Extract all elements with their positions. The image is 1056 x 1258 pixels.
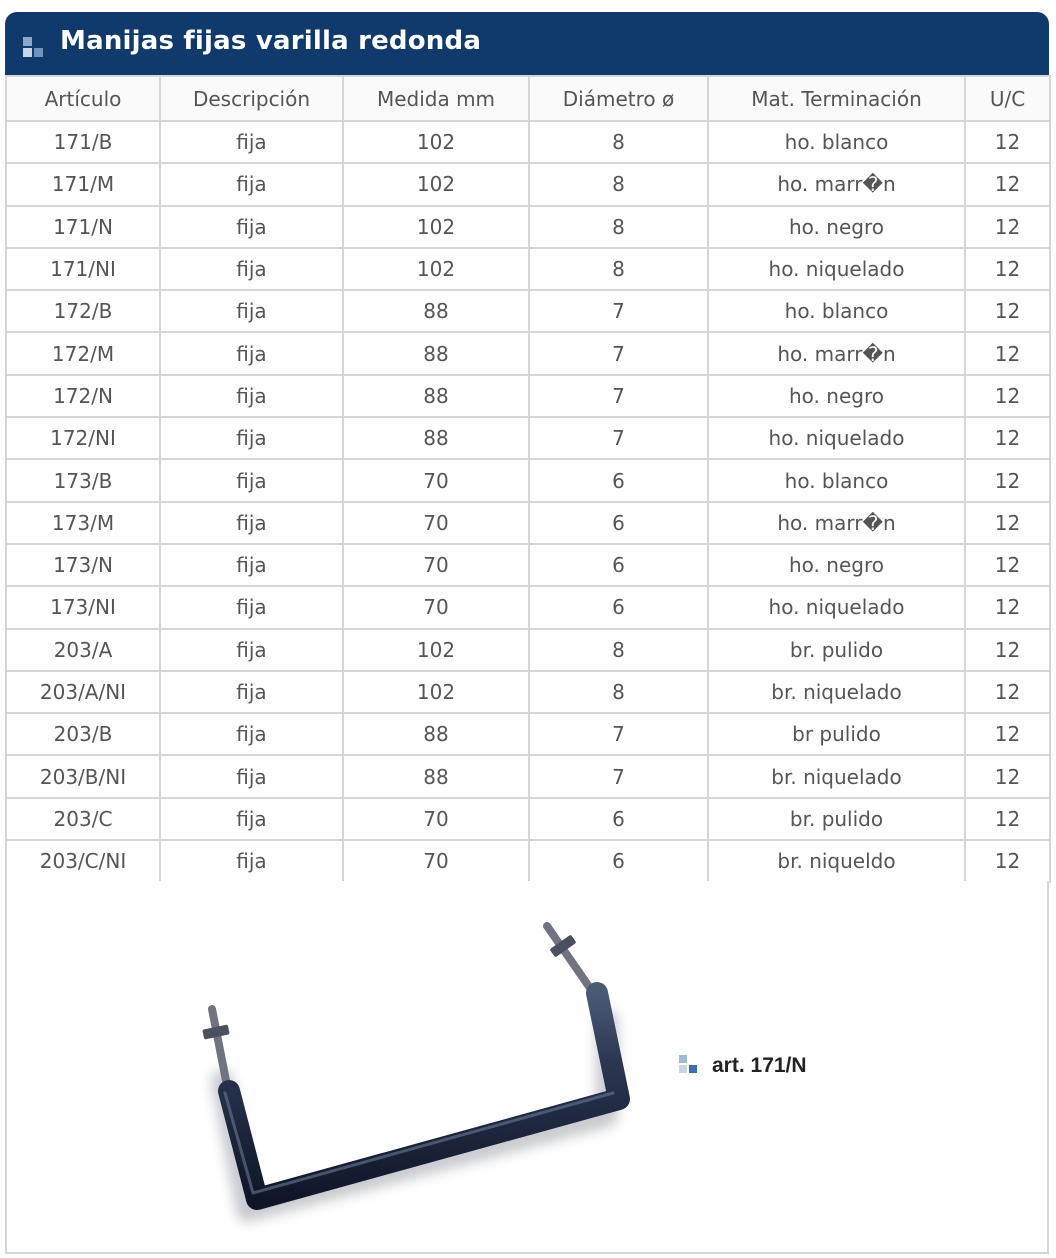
cell-medida: 88 <box>343 755 529 797</box>
cell-diametro: 8 <box>529 121 708 163</box>
cell-medida: 88 <box>343 290 529 332</box>
cell-terminacion: ho. blanco <box>708 121 965 163</box>
cell-diametro: 6 <box>529 840 708 882</box>
table-row <box>6 798 1050 840</box>
table-row <box>6 502 1050 544</box>
cell-terminacion: ho. niquelado <box>708 417 965 459</box>
cell-uc: 12 <box>965 163 1050 205</box>
table-row <box>6 375 1050 417</box>
cell-medida: 70 <box>343 502 529 544</box>
page-title: Manijas fijas varilla redonda <box>60 26 482 56</box>
cell-descripcion: fija <box>160 417 343 459</box>
cell-descripcion: fija <box>160 375 343 417</box>
cell-descripcion: fija <box>160 459 343 501</box>
photo-caption: art. 171/N <box>712 1054 807 1077</box>
product-panel <box>5 12 1049 1254</box>
cell-uc: 12 <box>965 629 1050 671</box>
cell-diametro: 7 <box>529 417 708 459</box>
table-row <box>6 332 1050 374</box>
cell-articulo: 203/C <box>6 798 160 840</box>
cell-articulo: 172/NI <box>6 417 160 459</box>
cell-medida: 102 <box>343 248 529 290</box>
cell-diametro: 6 <box>529 586 708 628</box>
table-row <box>6 248 1050 290</box>
cell-diametro: 7 <box>529 755 708 797</box>
cell-terminacion: br pulido <box>708 713 965 755</box>
product-photo-area <box>5 881 1049 1254</box>
cell-terminacion: ho. negro <box>708 206 965 248</box>
cell-terminacion: ho. marr�n <box>708 502 965 544</box>
cell-terminacion: ho. negro <box>708 375 965 417</box>
cell-descripcion: fija <box>160 290 343 332</box>
cell-descripcion: fija <box>160 163 343 205</box>
column-header-descripcion: Descripción <box>160 76 343 121</box>
cell-descripcion: fija <box>160 248 343 290</box>
table-row <box>6 671 1050 713</box>
cell-medida: 102 <box>343 206 529 248</box>
cell-medida: 70 <box>343 459 529 501</box>
cell-diametro: 8 <box>529 206 708 248</box>
cell-medida: 70 <box>343 798 529 840</box>
cell-medida: 102 <box>343 163 529 205</box>
cell-descripcion: fija <box>160 586 343 628</box>
cell-uc: 12 <box>965 713 1050 755</box>
cell-diametro: 6 <box>529 459 708 501</box>
cell-descripcion: fija <box>160 121 343 163</box>
cell-uc: 12 <box>965 798 1050 840</box>
cell-descripcion: fija <box>160 544 343 586</box>
cell-descripcion: fija <box>160 798 343 840</box>
cell-uc: 12 <box>965 332 1050 374</box>
table-row <box>6 840 1050 882</box>
cell-descripcion: fija <box>160 332 343 374</box>
cell-descripcion: fija <box>160 502 343 544</box>
cell-terminacion: br. pulido <box>708 798 965 840</box>
cell-articulo: 173/NI <box>6 586 160 628</box>
squares-bullet-icon <box>679 1055 699 1075</box>
table-row <box>6 121 1050 163</box>
cell-diametro: 7 <box>529 375 708 417</box>
cell-medida: 88 <box>343 417 529 459</box>
cell-terminacion: br. pulido <box>708 629 965 671</box>
cell-articulo: 171/M <box>6 163 160 205</box>
cell-diametro: 6 <box>529 544 708 586</box>
cell-uc: 12 <box>965 544 1050 586</box>
cell-descripcion: fija <box>160 206 343 248</box>
panel-header <box>5 12 1049 75</box>
table-body <box>6 121 1050 882</box>
table-row <box>6 544 1050 586</box>
cell-uc: 12 <box>965 502 1050 544</box>
column-header-uc: U/C <box>965 76 1050 121</box>
cell-medida: 70 <box>343 840 529 882</box>
cell-medida: 102 <box>343 121 529 163</box>
cell-diametro: 6 <box>529 798 708 840</box>
cell-medida: 88 <box>343 332 529 374</box>
column-header-medida: Medida mm <box>343 76 529 121</box>
table-row <box>6 290 1050 332</box>
cell-uc: 12 <box>965 290 1050 332</box>
cell-articulo: 171/NI <box>6 248 160 290</box>
cell-medida: 70 <box>343 544 529 586</box>
table-row <box>6 586 1050 628</box>
cell-diametro: 7 <box>529 332 708 374</box>
cell-descripcion: fija <box>160 629 343 671</box>
table-row <box>6 713 1050 755</box>
cell-descripcion: fija <box>160 755 343 797</box>
cell-articulo: 203/C/NI <box>6 840 160 882</box>
cell-uc: 12 <box>965 248 1050 290</box>
cell-diametro: 8 <box>529 248 708 290</box>
table-row <box>6 755 1050 797</box>
cell-terminacion: ho. marr�n <box>708 163 965 205</box>
table-header-row <box>6 76 1050 121</box>
cell-medida: 88 <box>343 375 529 417</box>
column-header-diametro: Diámetro ø <box>529 76 708 121</box>
cell-articulo: 203/B <box>6 713 160 755</box>
cell-descripcion: fija <box>160 713 343 755</box>
table-row <box>6 417 1050 459</box>
cell-diametro: 7 <box>529 713 708 755</box>
cell-terminacion: ho. marr�n <box>708 332 965 374</box>
table-row <box>6 206 1050 248</box>
cell-diametro: 6 <box>529 502 708 544</box>
cell-diametro: 8 <box>529 671 708 713</box>
cell-articulo: 173/B <box>6 459 160 501</box>
cell-terminacion: ho. blanco <box>708 290 965 332</box>
cell-terminacion: br. niqueldo <box>708 840 965 882</box>
cell-terminacion: ho. niquelado <box>708 248 965 290</box>
cell-articulo: 172/N <box>6 375 160 417</box>
column-header-articulo: Artículo <box>6 76 160 121</box>
cell-uc: 12 <box>965 840 1050 882</box>
column-header-terminacion: Mat. Terminación <box>708 76 965 121</box>
cell-articulo: 203/B/NI <box>6 755 160 797</box>
cell-uc: 12 <box>965 459 1050 501</box>
cell-articulo: 173/N <box>6 544 160 586</box>
cell-uc: 12 <box>965 586 1050 628</box>
cell-diametro: 8 <box>529 629 708 671</box>
cell-articulo: 172/B <box>6 290 160 332</box>
cell-articulo: 203/A/NI <box>6 671 160 713</box>
handle-photo <box>7 881 1047 1251</box>
cell-articulo: 173/M <box>6 502 160 544</box>
cell-terminacion: ho. blanco <box>708 459 965 501</box>
cell-uc: 12 <box>965 755 1050 797</box>
product-table <box>5 75 1051 883</box>
cell-terminacion: ho. niquelado <box>708 586 965 628</box>
table-row <box>6 459 1050 501</box>
cell-uc: 12 <box>965 417 1050 459</box>
cell-medida: 102 <box>343 629 529 671</box>
cell-uc: 12 <box>965 206 1050 248</box>
cell-descripcion: fija <box>160 671 343 713</box>
cell-diametro: 7 <box>529 290 708 332</box>
cell-medida: 88 <box>343 713 529 755</box>
table-row <box>6 629 1050 671</box>
table-row <box>6 163 1050 205</box>
cell-articulo: 203/A <box>6 629 160 671</box>
cell-articulo: 171/N <box>6 206 160 248</box>
cell-articulo: 172/M <box>6 332 160 374</box>
squares-bullet-icon <box>23 37 47 61</box>
cell-uc: 12 <box>965 671 1050 713</box>
cell-medida: 70 <box>343 586 529 628</box>
cell-medida: 102 <box>343 671 529 713</box>
cell-diametro: 8 <box>529 163 708 205</box>
cell-terminacion: br. niquelado <box>708 755 965 797</box>
cell-uc: 12 <box>965 121 1050 163</box>
cell-articulo: 171/B <box>6 121 160 163</box>
cell-uc: 12 <box>965 375 1050 417</box>
cell-terminacion: ho. negro <box>708 544 965 586</box>
cell-terminacion: br. niquelado <box>708 671 965 713</box>
cell-descripcion: fija <box>160 840 343 882</box>
